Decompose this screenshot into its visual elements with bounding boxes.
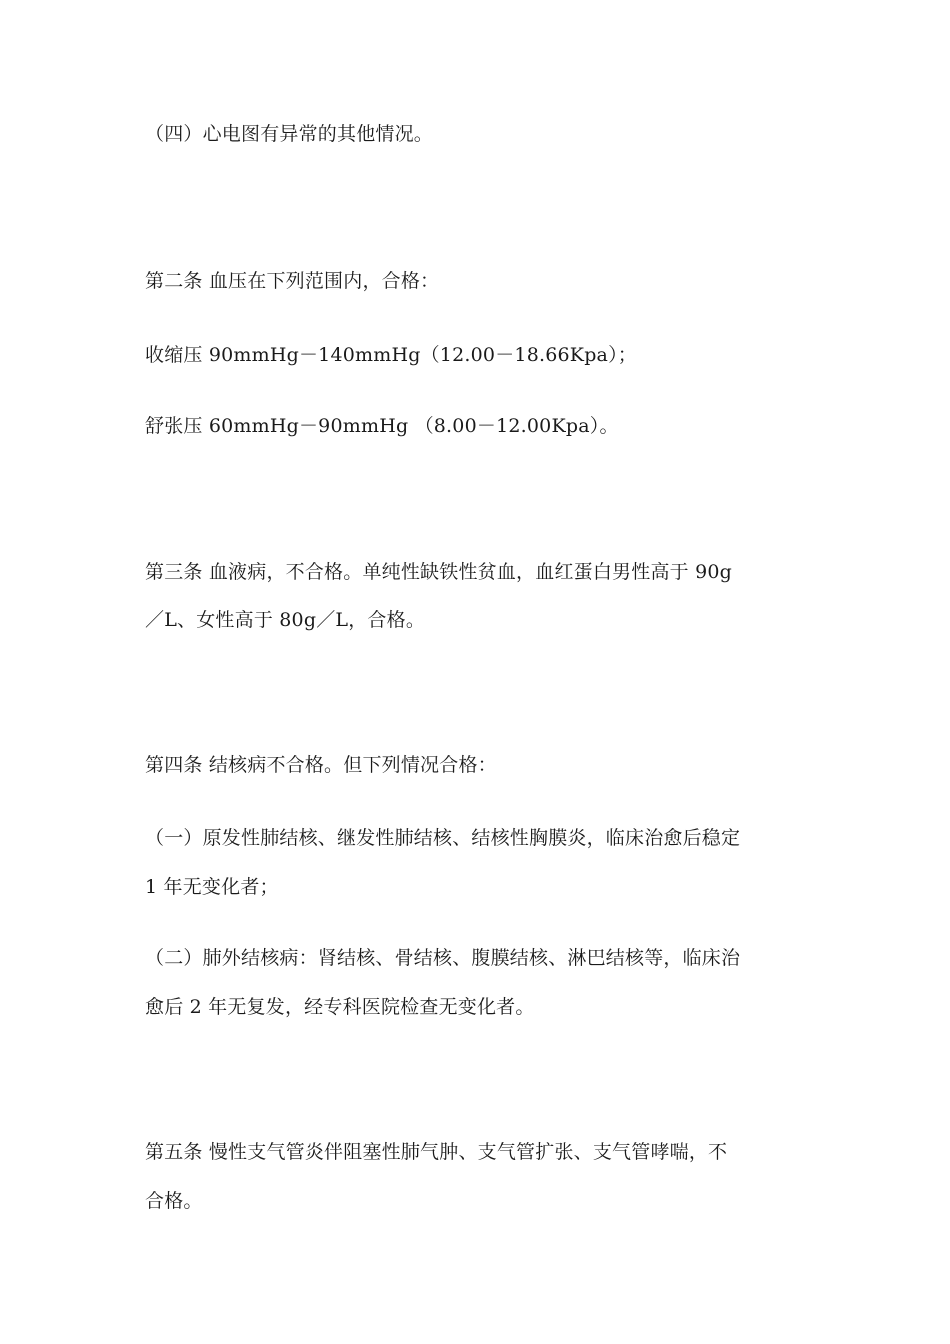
systolic-pressure: 收缩压 90mmHg－140mmHg（12.00－18.66Kpa）； [145, 344, 637, 366]
item-one-line-2: 1 年无变化者； [145, 876, 279, 898]
article-five-line-2: 合格。 [145, 1190, 203, 1212]
article-three-line-2: ／L、女性高于 80g／L，合格。 [145, 609, 426, 631]
item-one-line-1: （一）原发性肺结核、继发性肺结核、结核性胸膜炎，临床治愈后稳定 [145, 827, 741, 849]
article-five-line-1: 第五条 慢性支气管炎伴阻塞性肺气肿、支气管扩张、支气管哮喘，不 [145, 1141, 728, 1163]
item-two-line-2: 愈后 2 年无复发，经专科医院检查无变化者。 [145, 996, 535, 1018]
item-four-ecg: （四）心电图有异常的其他情况。 [145, 123, 434, 145]
article-two-heading: 第二条 血压在下列范围内，合格： [145, 270, 440, 292]
item-two-line-1: （二）肺外结核病：肾结核、骨结核、腹膜结核、淋巴结核等，临床治 [145, 947, 741, 969]
article-three-line-1: 第三条 血液病，不合格。单纯性缺铁性贫血，血红蛋白男性高于 90g [145, 561, 733, 583]
article-four-heading: 第四条 结核病不合格。但下列情况合格： [145, 754, 497, 776]
diastolic-pressure: 舒张压 60mmHg－90mmHg （8.00－12.00Kpa）。 [145, 415, 619, 437]
